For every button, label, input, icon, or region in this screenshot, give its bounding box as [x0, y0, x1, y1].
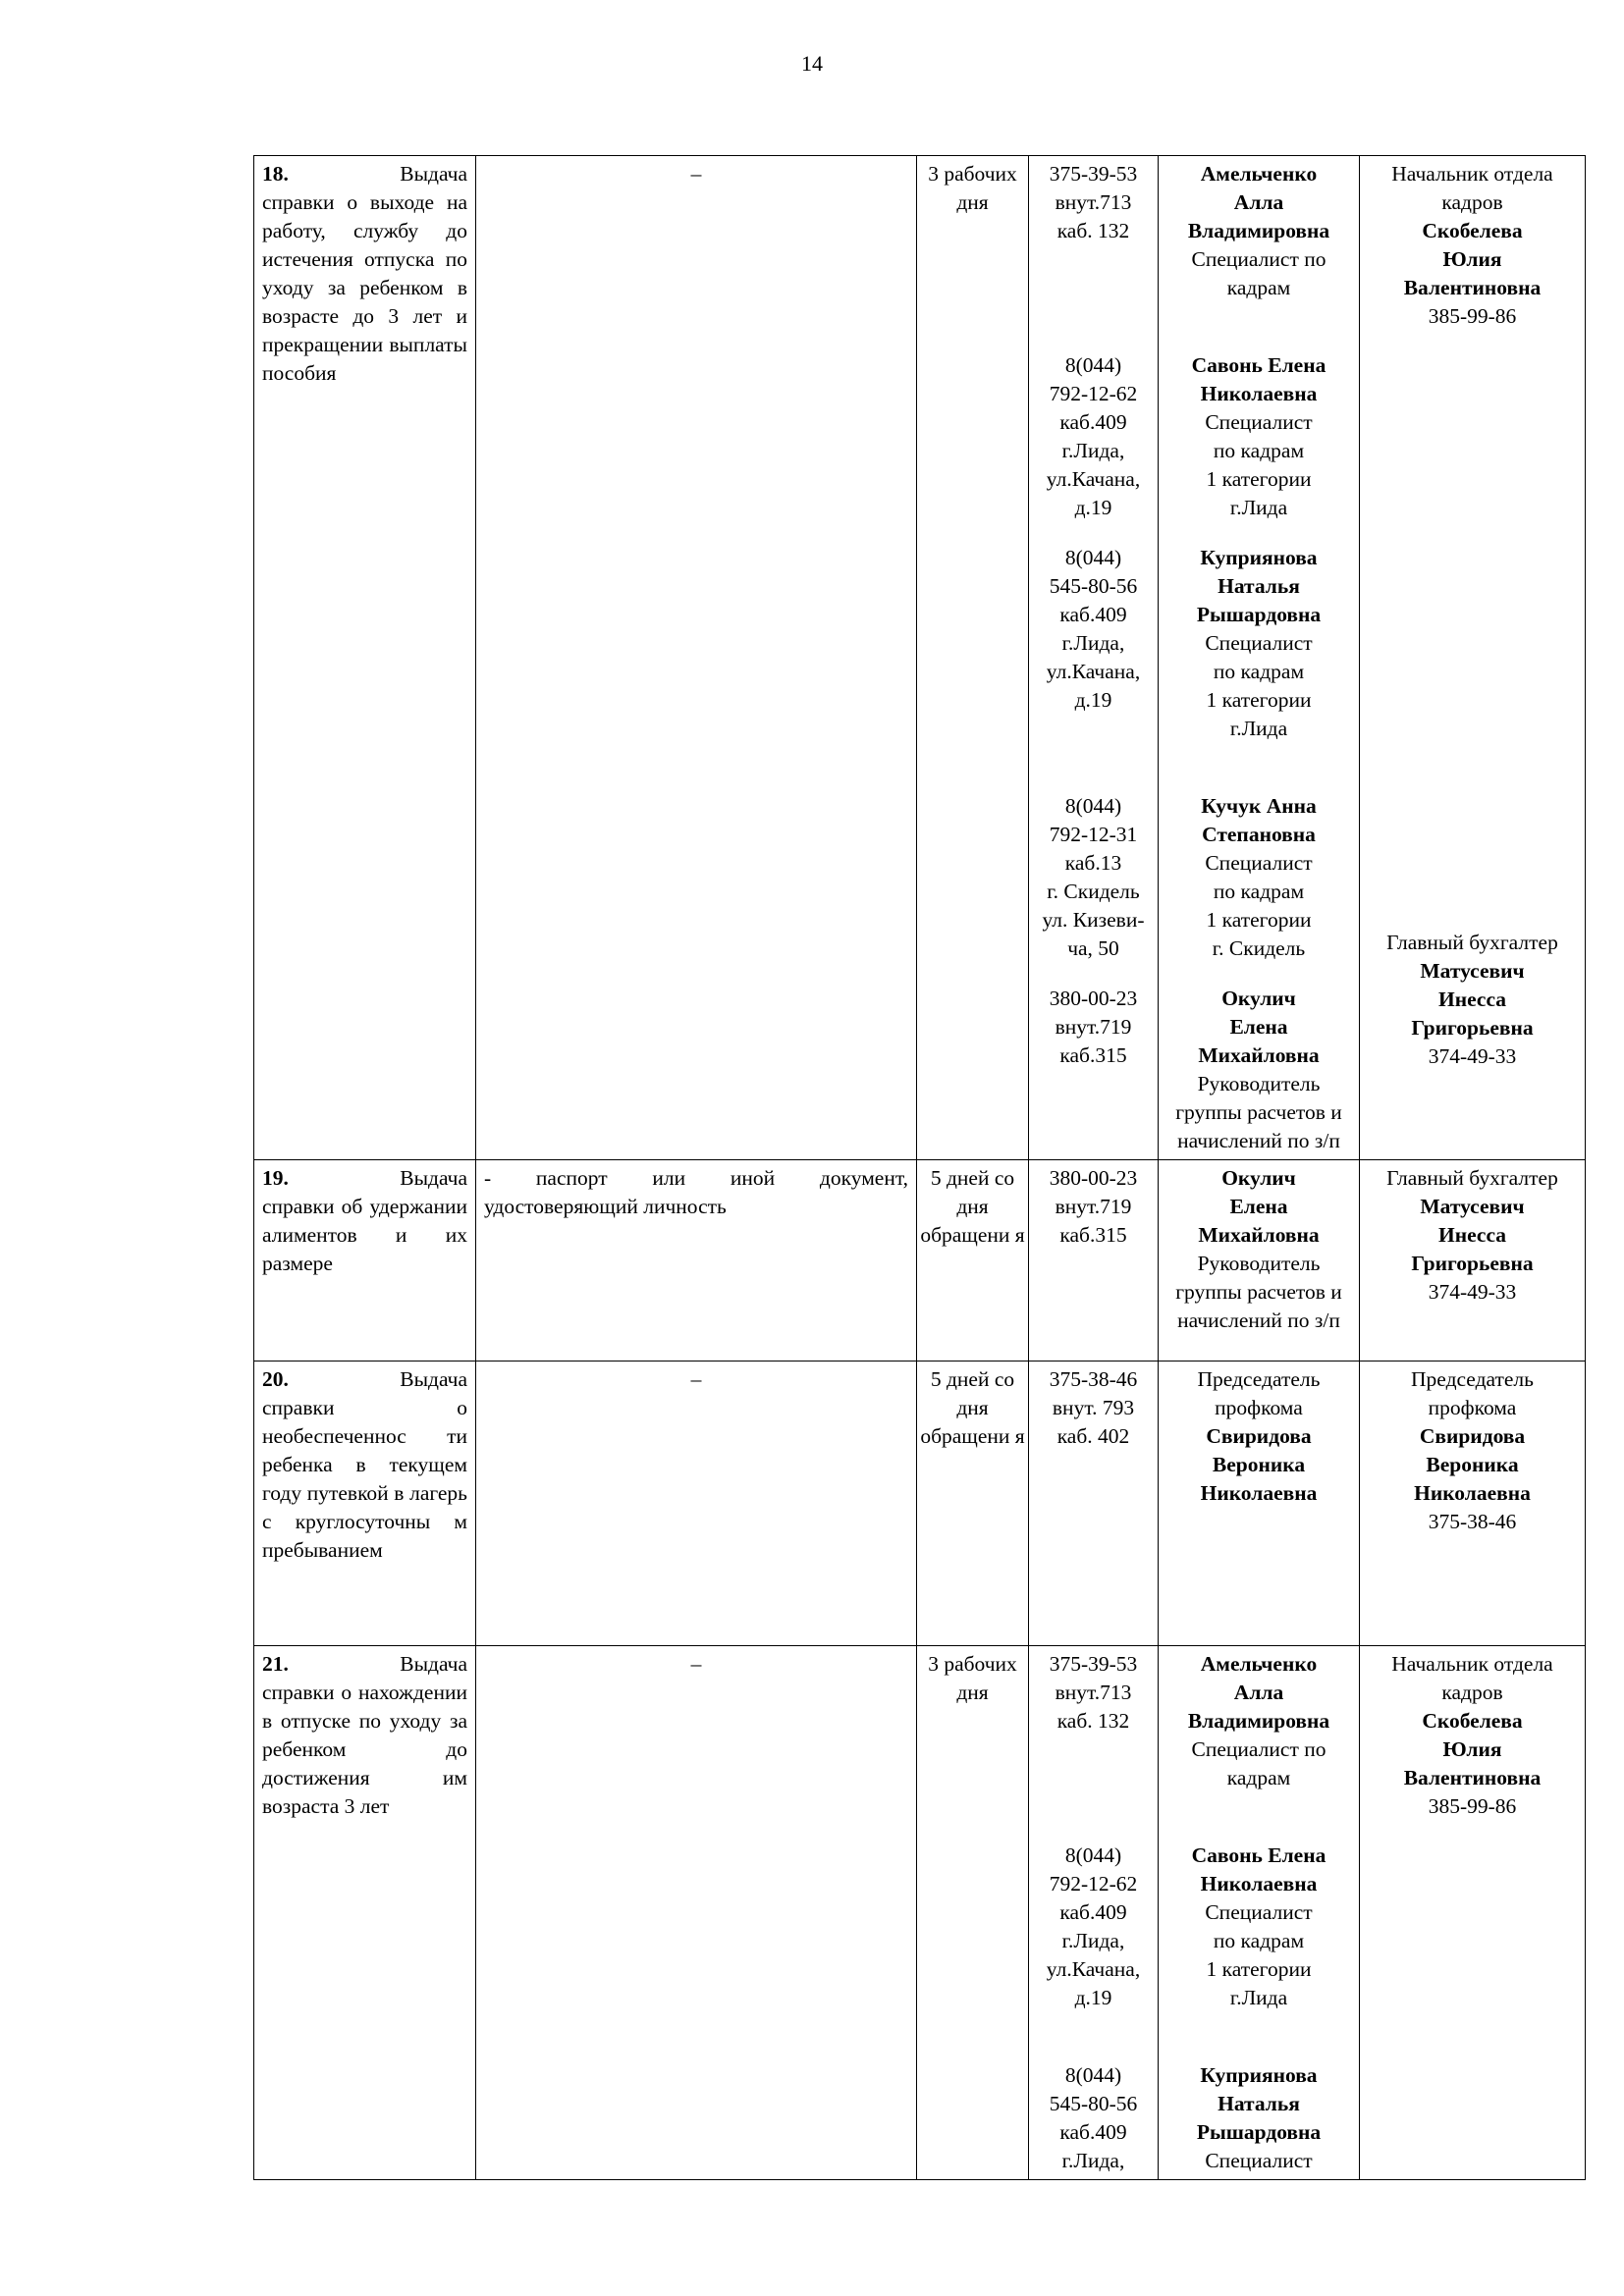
- responsible-role: Руководитель: [1197, 1252, 1321, 1275]
- phone-group: [1031, 351, 1156, 522]
- phone-cell: [1029, 1646, 1159, 2180]
- responsible-role: Специалист: [1205, 2149, 1313, 2172]
- responsible-role: профкома: [1215, 1396, 1303, 1419]
- phone-line: ул. Кизеви-: [1042, 908, 1145, 932]
- superior-phone: 385-99-86: [1428, 304, 1517, 328]
- term-cell: 5 дней со дня обращени я: [917, 1362, 1029, 1646]
- responsible-group: [1161, 1164, 1357, 1335]
- phone-line: 792-12-62: [1049, 1872, 1138, 1896]
- responsible-role: Специалист: [1205, 851, 1313, 875]
- phone-line: 8(044): [1064, 1843, 1122, 1867]
- phone-line: каб.315: [1059, 1223, 1127, 1247]
- table-row: [254, 1646, 1586, 2180]
- responsible-role: начислений по з/п: [1177, 1308, 1340, 1332]
- superior-name: Инесса: [1437, 988, 1506, 1011]
- superior-phone: 374-49-33: [1428, 1280, 1517, 1304]
- responsible-name: Степановна: [1202, 823, 1316, 846]
- superior-group: [1362, 1365, 1583, 1536]
- phone-line: каб.409: [1059, 1900, 1127, 1924]
- phone-line: внут.713: [1055, 190, 1132, 214]
- responsible-name: Савонь Елена: [1191, 1843, 1326, 1867]
- responsible-name: Кучук Анна: [1201, 794, 1317, 818]
- superior-role: Главный бухгалтер: [1386, 931, 1558, 954]
- responsible-role: Специалист: [1205, 631, 1313, 655]
- superior-group: [1362, 160, 1583, 331]
- service-name: Выдача справки о необеспеченнос ти ребенка в текущем году путевкой в лагерь с круглосуточны м пребыванием: [262, 1367, 468, 1562]
- phone-line: г.Лида,: [1061, 1929, 1125, 1952]
- superior-name: Юлия: [1442, 247, 1502, 271]
- service-name: Выдача справки об удержании алиментов и их размере: [262, 1166, 468, 1275]
- responsible-name: Николаевна: [1200, 1481, 1318, 1505]
- superior-role: Председатель: [1411, 1367, 1534, 1391]
- superior-name: Инесса: [1437, 1223, 1506, 1247]
- superior-name: Вероника: [1426, 1453, 1519, 1476]
- responsible-group: [1161, 1365, 1357, 1508]
- table-row: [254, 1362, 1586, 1646]
- superior-cell: [1360, 1646, 1586, 2180]
- phone-line: г.Лида,: [1061, 2149, 1125, 2172]
- superior-name: Скобелева: [1422, 1709, 1523, 1733]
- term-cell: 3 рабочих дня: [917, 1646, 1029, 2180]
- responsible-cell: [1159, 1646, 1360, 2180]
- superior-name: Николаевна: [1414, 1481, 1531, 1505]
- superior-group: [1362, 1650, 1583, 1821]
- responsible-group: [1161, 351, 1357, 522]
- phone-line: внут.713: [1055, 1681, 1132, 1704]
- responsible-name: Наталья: [1218, 2092, 1300, 2115]
- phone-group: [1031, 1365, 1156, 1508]
- responsible-role: кадрам: [1226, 276, 1291, 299]
- responsible-group: [1161, 2061, 1357, 2175]
- phone-line: 792-12-62: [1049, 382, 1138, 405]
- responsible-name: Алла: [1233, 190, 1284, 214]
- responsible-name: Алла: [1233, 1681, 1284, 1704]
- phone-line: каб.409: [1059, 603, 1127, 626]
- service-name: Выдача справки о выходе на работу, службу до истечения отпуска по уходу за ребенком в возрасте до 3 лет и прекращении выплаты пособия: [262, 162, 468, 385]
- responsible-role: по кадрам: [1213, 880, 1305, 903]
- responsible-name: Амельченко: [1200, 1652, 1318, 1676]
- superior-name: Григорьевна: [1411, 1016, 1534, 1040]
- phone-line: 380-00-23: [1049, 1166, 1138, 1190]
- superior-name: Валентиновна: [1403, 276, 1542, 299]
- responsible-name: Владимировна: [1187, 1709, 1330, 1733]
- responsible-group: [1161, 1650, 1357, 1792]
- phone-group: [1031, 544, 1156, 743]
- phone-line: 8(044): [1064, 353, 1122, 377]
- responsible-group: [1161, 160, 1357, 302]
- phone-line: 380-00-23: [1049, 987, 1138, 1010]
- responsible-name: Амельченко: [1200, 162, 1318, 186]
- service-number: 19.: [262, 1166, 289, 1190]
- documents-cell: –: [476, 156, 917, 1160]
- responsible-cell: [1159, 1160, 1360, 1362]
- superior-phone: 375-38-46: [1428, 1510, 1517, 1533]
- term-cell: 3 рабочих дня: [917, 156, 1029, 1160]
- service-cell: [254, 156, 476, 1160]
- phone-line: каб.13: [1064, 851, 1122, 875]
- phone-line: каб. 132: [1056, 219, 1130, 242]
- phone-cell: [1029, 156, 1159, 1160]
- phone-group: [1031, 985, 1156, 1155]
- phone-line: ча, 50: [1067, 936, 1119, 960]
- phone-line: 545-80-56: [1049, 574, 1138, 598]
- phone-line: внут. 793: [1052, 1396, 1135, 1419]
- responsible-name: Николаевна: [1200, 1872, 1318, 1896]
- phone-cell: [1029, 1160, 1159, 1362]
- responsible-name: Куприянова: [1200, 2063, 1318, 2087]
- phone-line: 545-80-56: [1049, 2092, 1138, 2115]
- phone-line: каб.409: [1059, 2120, 1127, 2144]
- phone-line: г.Лида,: [1061, 631, 1125, 655]
- responsible-role: Специалист: [1205, 410, 1313, 434]
- responsible-role: 1 категории: [1206, 688, 1312, 712]
- responsible-name: Владимировна: [1187, 219, 1330, 242]
- phone-line: каб.315: [1059, 1043, 1127, 1067]
- superior-role: кадров: [1441, 190, 1503, 214]
- responsible-name: Елена: [1229, 1195, 1288, 1218]
- superior-name: Григорьевна: [1411, 1252, 1534, 1275]
- phone-group: [1031, 792, 1156, 963]
- responsible-cell: [1159, 1362, 1360, 1646]
- phone-group: [1031, 1842, 1156, 2012]
- service-number: 21.: [262, 1652, 289, 1676]
- superior-role: Главный бухгалтер: [1386, 1166, 1558, 1190]
- responsible-name: Рышардовна: [1196, 603, 1322, 626]
- phone-line: каб.409: [1059, 410, 1127, 434]
- responsible-name: Михайловна: [1198, 1223, 1320, 1247]
- superior-cell: [1360, 1362, 1586, 1646]
- phone-line: 375-39-53: [1049, 162, 1138, 186]
- phone-line: д.19: [1074, 688, 1112, 712]
- superior-group: [1362, 929, 1583, 1071]
- responsible-role: группы расчетов и: [1175, 1100, 1342, 1124]
- documents-cell: –: [476, 1646, 917, 2180]
- responsible-name: Окулич: [1221, 1166, 1296, 1190]
- phone-line: 375-39-53: [1049, 1652, 1138, 1676]
- responsible-role: кадрам: [1226, 1766, 1291, 1789]
- responsible-role: Руководитель: [1197, 1072, 1321, 1095]
- responsible-group: [1161, 792, 1357, 963]
- service-name: Выдача справки о нахождении в отпуске по уходу за ребенком до достижения им возраста 3 лет: [262, 1652, 468, 1818]
- phone-cell: [1029, 1362, 1159, 1646]
- superior-role: кадров: [1441, 1681, 1503, 1704]
- responsible-role: Специалист по: [1191, 1737, 1326, 1761]
- phone-line: 8(044): [1064, 2063, 1122, 2087]
- responsible-name: Михайловна: [1198, 1043, 1320, 1067]
- superior-phone: 385-99-86: [1428, 1794, 1517, 1818]
- responsible-role: по кадрам: [1213, 660, 1305, 683]
- phone-line: внут.719: [1055, 1015, 1132, 1039]
- superior-name: Матусевич: [1420, 959, 1525, 983]
- table-row: [254, 156, 1586, 1160]
- phone-line: 8(044): [1064, 794, 1122, 818]
- responsible-name: Савонь Елена: [1191, 353, 1326, 377]
- phone-line: ул.Качана,: [1046, 467, 1141, 491]
- superior-role: Начальник отдела: [1391, 162, 1553, 186]
- responsible-name: Елена: [1229, 1015, 1288, 1039]
- phone-line: г. Скидель: [1047, 880, 1140, 903]
- responsible-role: г.Лида: [1229, 717, 1288, 740]
- responsible-role: г.Лида: [1229, 496, 1288, 519]
- service-number: 18.: [262, 162, 289, 186]
- superior-name: Валентиновна: [1403, 1766, 1542, 1789]
- responsible-group: [1161, 1842, 1357, 2012]
- phone-line: каб. 132: [1056, 1709, 1130, 1733]
- responsible-role: Специалист: [1205, 1900, 1313, 1924]
- responsible-role: г. Скидель: [1212, 936, 1306, 960]
- responsible-name: Николаевна: [1200, 382, 1318, 405]
- responsible-role: по кадрам: [1213, 439, 1305, 462]
- documents-cell: - паспорт или иной документ, удостоверяющий личность: [476, 1160, 917, 1362]
- responsible-role: Специалист по: [1191, 247, 1326, 271]
- responsible-role: Председатель: [1197, 1367, 1321, 1391]
- term-cell: 5 дней со дня обращени я: [917, 1160, 1029, 1362]
- phone-line: 375-38-46: [1049, 1367, 1138, 1391]
- phone-group: [1031, 2061, 1156, 2175]
- responsible-role: по кадрам: [1213, 1929, 1305, 1952]
- responsible-name: Окулич: [1221, 987, 1296, 1010]
- superior-group: [1362, 1164, 1583, 1307]
- phone-line: д.19: [1074, 496, 1112, 519]
- responsible-role: г.Лида: [1229, 1986, 1288, 2009]
- phone-line: ул.Качана,: [1046, 1957, 1141, 1981]
- service-cell: [254, 1362, 476, 1646]
- phone-line: каб. 402: [1056, 1424, 1130, 1448]
- superior-name: Юлия: [1442, 1737, 1502, 1761]
- superior-cell: [1360, 156, 1586, 1160]
- superior-name: Матусевич: [1420, 1195, 1525, 1218]
- responsible-name: Наталья: [1218, 574, 1300, 598]
- service-number: 20.: [262, 1367, 289, 1391]
- table-row: [254, 1160, 1586, 1362]
- responsible-cell: [1159, 156, 1360, 1160]
- superior-cell: [1360, 1160, 1586, 1362]
- responsible-role: 1 категории: [1206, 467, 1312, 491]
- service-cell: [254, 1646, 476, 2180]
- responsible-role: 1 категории: [1206, 1957, 1312, 1981]
- responsible-name: Рышардовна: [1196, 2120, 1322, 2144]
- superior-name: Скобелева: [1422, 219, 1523, 242]
- service-cell: [254, 1160, 476, 1362]
- responsible-name: Куприянова: [1200, 546, 1318, 569]
- phone-group: [1031, 160, 1156, 302]
- responsible-role: начислений по з/п: [1177, 1129, 1340, 1152]
- superior-name: Свиридова: [1419, 1424, 1526, 1448]
- phone-line: 8(044): [1064, 546, 1122, 569]
- responsible-name: Вероника: [1212, 1453, 1306, 1476]
- phone-group: [1031, 1650, 1156, 1792]
- phone-line: д.19: [1074, 1986, 1112, 2009]
- responsible-name: Свиридова: [1206, 1424, 1312, 1448]
- phone-line: ул.Качана,: [1046, 660, 1141, 683]
- responsible-role: 1 категории: [1206, 908, 1312, 932]
- phone-line: внут.719: [1055, 1195, 1132, 1218]
- superior-role: Начальник отдела: [1391, 1652, 1553, 1676]
- page-number: 14: [801, 51, 823, 76]
- services-table: [253, 155, 1586, 2180]
- phone-line: г.Лида,: [1061, 439, 1125, 462]
- phone-line: 792-12-31: [1049, 823, 1138, 846]
- responsible-group: [1161, 985, 1357, 1155]
- responsible-group: [1161, 544, 1357, 743]
- documents-cell: –: [476, 1362, 917, 1646]
- superior-role: профкома: [1428, 1396, 1517, 1419]
- superior-phone: 374-49-33: [1428, 1044, 1517, 1068]
- phone-group: [1031, 1164, 1156, 1335]
- responsible-role: группы расчетов и: [1175, 1280, 1342, 1304]
